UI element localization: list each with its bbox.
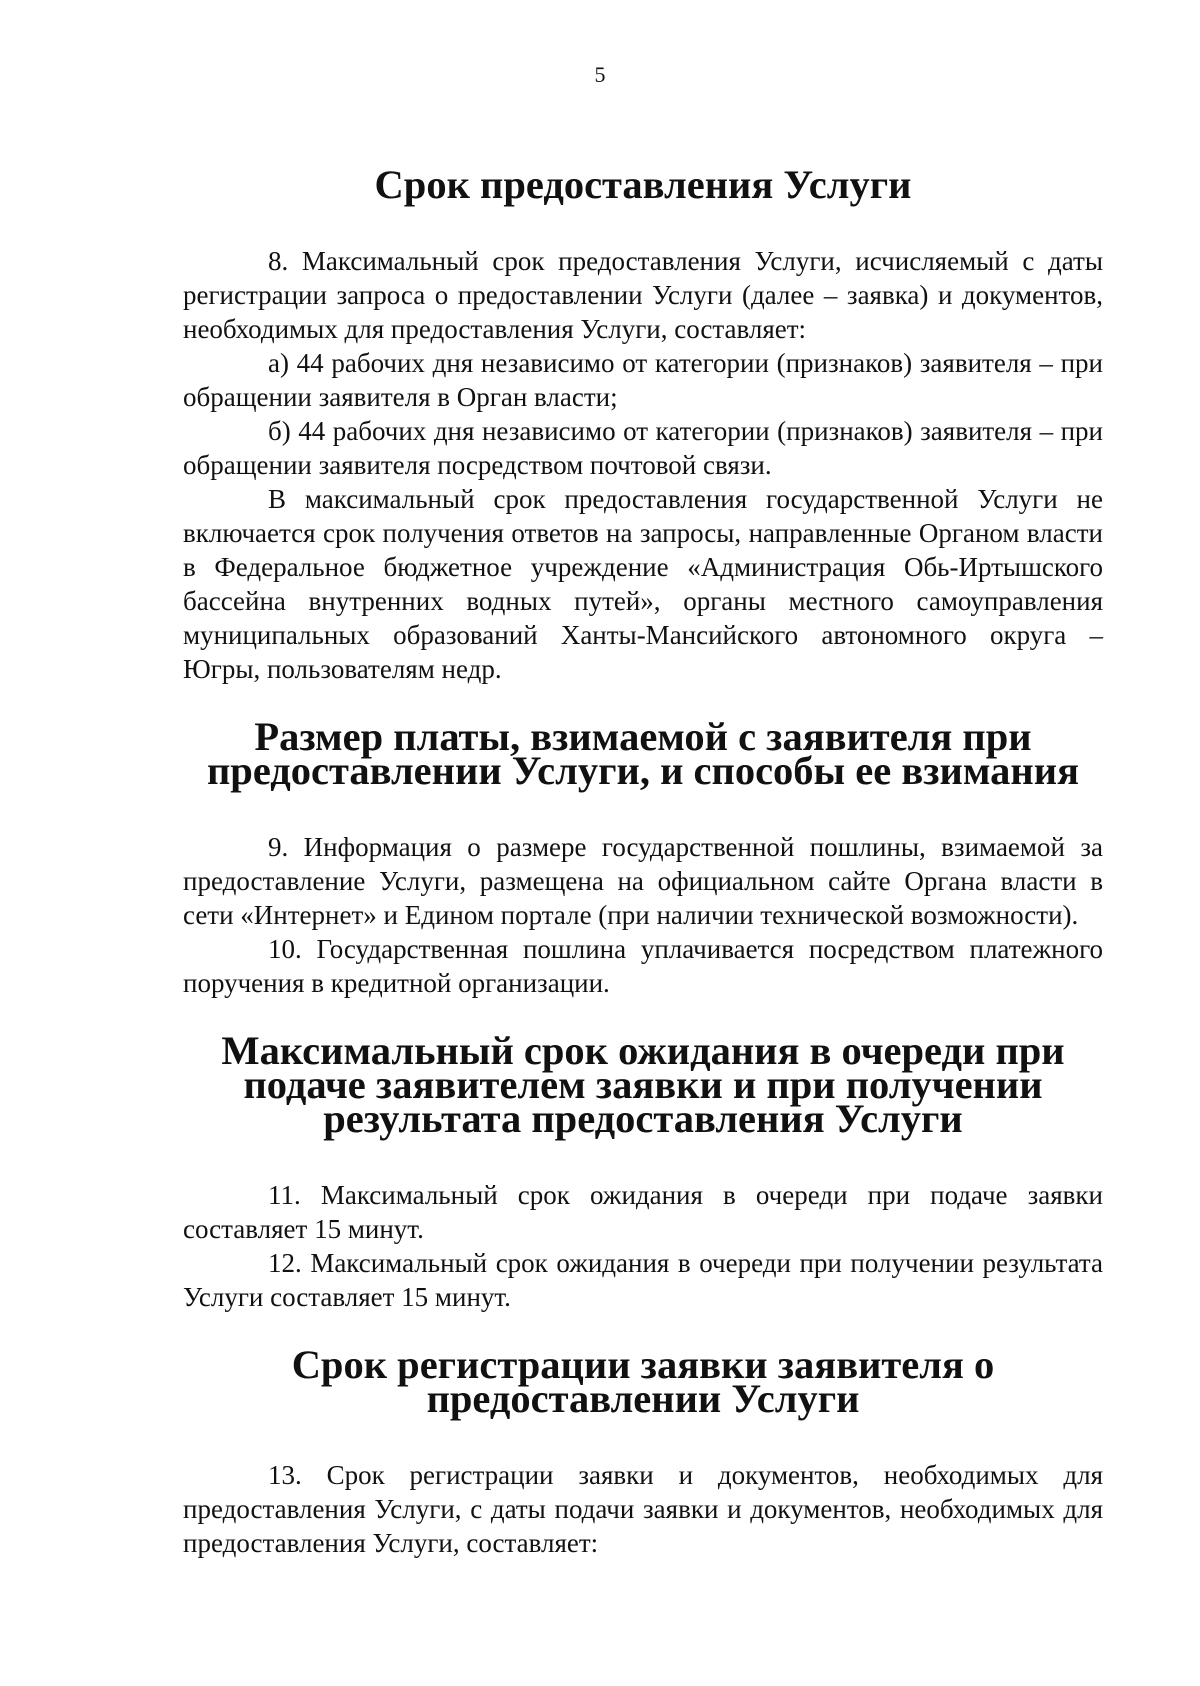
section-heading-fee: Размер платы, взимаемой с заявителя при предоставлении Услуги, и способы ее взимания: [206, 714, 1080, 793]
paragraph-8a: а) 44 рабочих дня независимо от категории (признаков) заявителя – при обращении заявителя в Орган власти;: [183, 348, 1103, 412]
paragraph-12: 12. Максимальный срок ожидания в очереди при получении результата Услуги составляет 15 минут.: [183, 1248, 1103, 1312]
section-heading-queue: Максимальный срок ожидания в очереди при подаче заявителем заявки и при получении результата предоставления Услуги: [221, 1028, 1065, 1141]
paragraph-9: 9. Информация о размере государственной пошлины, взимаемой за предоставление Услуги, размещена на официальном сайте Органа власти в сети «Интернет» и Едином портале (при наличии технической возможности).: [183, 832, 1103, 930]
document-body: [183, 162, 1103, 1560]
paragraph-13: 13. Срок регистрации заявки и документов, необходимых для предоставления Услуги, с даты подачи заявки и документов, необходимых для предоставления Услуги, составляет:: [183, 1460, 1103, 1558]
paragraph-11: 11. Максимальный срок ожидания в очереди при подаче заявки составляет 15 минут.: [183, 1180, 1103, 1244]
section-heading-term: Срок предоставления Услуги: [374, 162, 912, 207]
paragraph-8-note: В максимальный срок предоставления государственной Услуги не включается срок получения ответов на запросы, направленные Органом власти в Федеральное бюджетное учреждение «Администрация Обь-Иртышского бассейна внутренних водных путей», органы местного самоуправления муниципальных образований Ханты-Мансийского автономного округа – Югры, пользователям недр.: [183, 484, 1103, 684]
page-number: 5: [594, 62, 606, 87]
paragraph-8: 8. Максимальный срок предоставления Услуги, исчисляемый с даты регистрации запроса о предоставлении Услуги (далее – заявка) и документов, необходимых для предоставления Услуги, составляет:: [183, 246, 1103, 344]
paragraph-10: 10. Государственная пошлина уплачивается посредством платежного поручения в кредитной организации.: [183, 934, 1103, 998]
section-heading-registration: Срок регистрации заявки заявителя о предоставлении Услуги: [291, 1342, 995, 1421]
paragraph-8b: б) 44 рабочих дня независимо от категории (признаков) заявителя – при обращении заявителя посредством почтовой связи.: [183, 416, 1103, 480]
